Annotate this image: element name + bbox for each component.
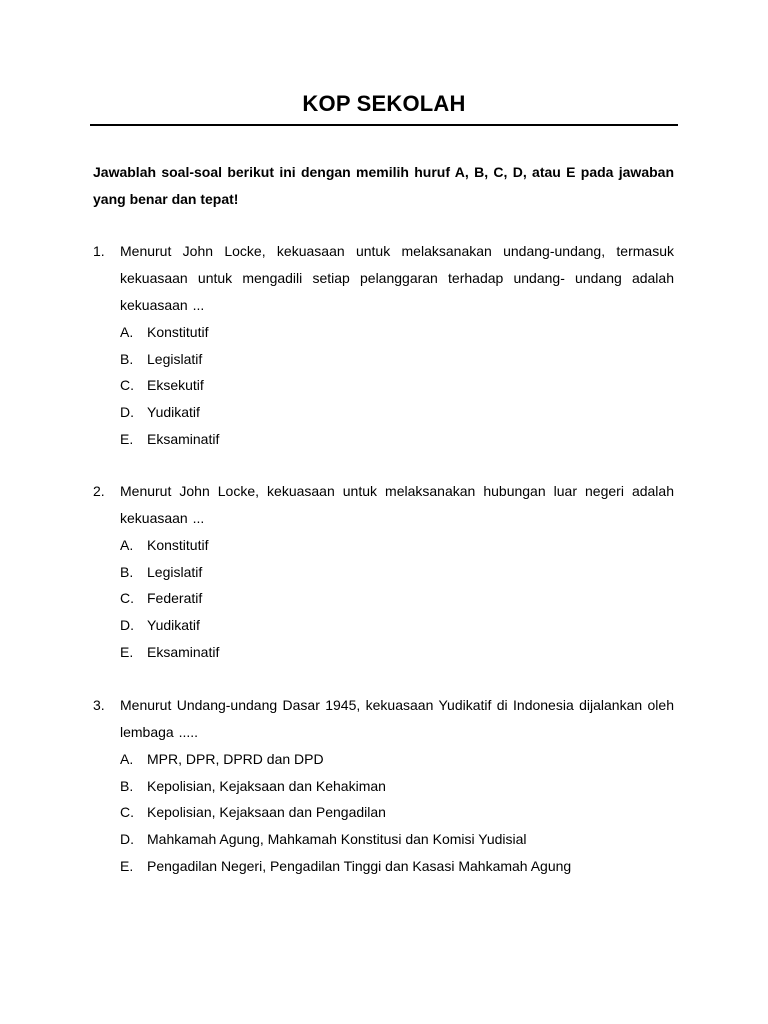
option-letter: C. — [120, 590, 134, 607]
answer-option-b — [93, 559, 674, 586]
option-letter: D. — [120, 404, 134, 421]
option-letter: C. — [120, 377, 134, 394]
option-text: Legislatif — [147, 563, 203, 580]
option-letter: D. — [120, 617, 134, 634]
answer-option-a — [93, 746, 674, 773]
option-text: Federatif — [147, 590, 203, 607]
question-text: Menurut John Locke, kekuasaan untuk melaksanakan hubungan luar negeri adalah kekuasaan ... — [120, 483, 674, 526]
school-letterhead-title: KOP SEKOLAH — [302, 91, 466, 116]
option-text: Yudikatif — [147, 617, 200, 634]
option-letter: E. — [120, 643, 134, 660]
answer-option-d — [93, 399, 674, 426]
answer-option-e — [93, 426, 674, 453]
option-letter: A. — [120, 751, 134, 767]
question-text: Menurut Undang-undang Dasar 1945, kekuasaan Yudikatif di Indonesia dijalankan oleh lembaga ..... — [120, 697, 674, 740]
option-text: Eksaminatif — [147, 643, 220, 660]
option-letter: E. — [120, 857, 134, 874]
answer-option-d — [93, 612, 674, 639]
question-stem — [93, 692, 674, 746]
option-text: Mahkamah Agung, Mahkamah Konstitusi dan Komisi Yudisial — [147, 831, 527, 848]
exam-instruction: Jawablah soal-soal berikut ini dengan memilih huruf A, B, C, D, atau E pada jawaban yang benar dan tepat! — [93, 164, 674, 207]
question-text: Menurut John Locke, kekuasaan untuk melaksanakan undang-undang, termasuk kekuasaan untuk mengadili setiap pelanggaran terhadap undang- undang adalah kekuasaan ... — [120, 243, 674, 313]
option-letter: C. — [120, 804, 134, 821]
answer-option-a — [93, 319, 674, 346]
letterhead-divider — [90, 124, 678, 126]
option-letter: B. — [120, 350, 134, 367]
option-text: Legislatif — [147, 350, 203, 367]
option-text: Konstitutif — [147, 537, 209, 553]
option-letter: B. — [120, 563, 134, 580]
option-letter: E. — [120, 430, 134, 447]
question-stem — [93, 478, 674, 532]
option-text: Kepolisian, Kejaksaan dan Pengadilan — [147, 804, 386, 821]
question-3 — [93, 692, 674, 879]
question-1 — [93, 238, 674, 452]
answer-option-b — [93, 346, 674, 373]
option-text: MPR, DPR, DPRD dan DPD — [147, 751, 324, 767]
option-text: Konstitutif — [147, 324, 209, 340]
option-letter: A. — [120, 324, 134, 340]
answer-option-d — [93, 826, 674, 853]
question-number: 2. — [93, 483, 105, 499]
option-text: Eksekutif — [147, 377, 204, 394]
question-number: 3. — [93, 697, 105, 713]
answer-option-c — [93, 585, 674, 612]
question-number: 1. — [93, 243, 105, 259]
answer-option-c — [93, 372, 674, 399]
question-2 — [93, 478, 674, 665]
answer-options — [93, 532, 674, 665]
option-text: Yudikatif — [147, 404, 200, 421]
question-stem — [93, 238, 674, 319]
option-letter: A. — [120, 537, 134, 553]
option-letter: B. — [120, 777, 134, 794]
answer-option-e — [93, 639, 674, 666]
option-text: Kepolisian, Kejaksaan dan Kehakiman — [147, 777, 386, 794]
answer-options — [93, 319, 674, 452]
answer-option-e — [93, 853, 674, 880]
option-letter: D. — [120, 831, 134, 848]
option-text: Eksaminatif — [147, 430, 220, 447]
answer-option-c — [93, 799, 674, 826]
answer-options — [93, 746, 674, 879]
answer-option-a — [93, 532, 674, 559]
answer-option-b — [93, 773, 674, 800]
option-text: Pengadilan Negeri, Pengadilan Tinggi dan Kasasi Mahkamah Agung — [147, 857, 572, 874]
